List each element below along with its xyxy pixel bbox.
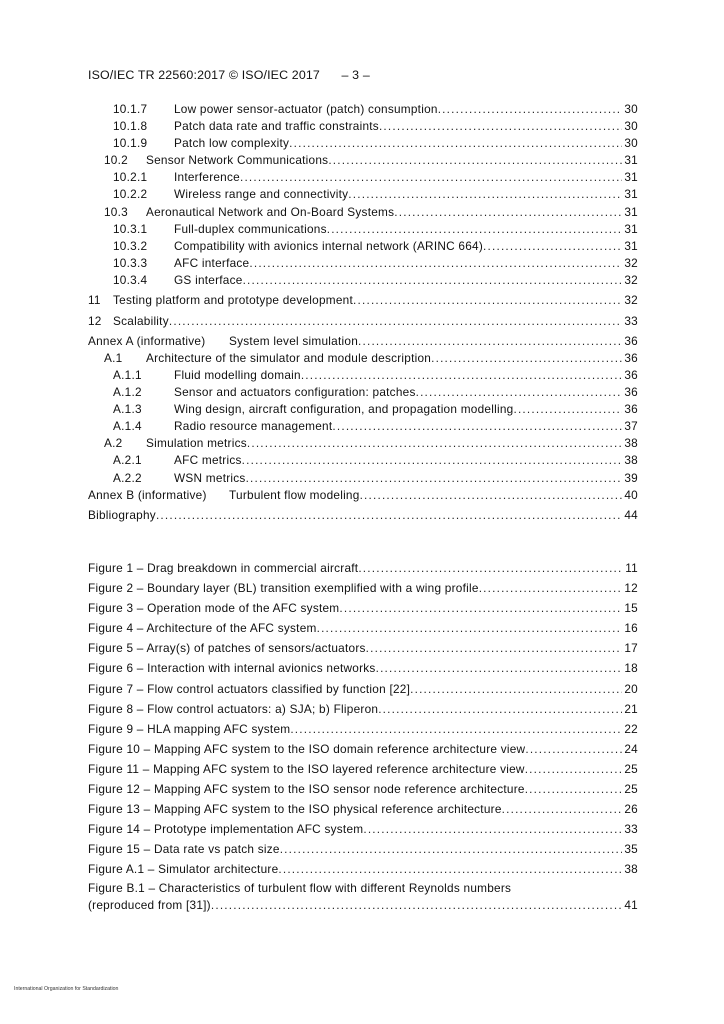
figure-entry[interactable] (88, 699, 638, 719)
leader-dots (483, 238, 622, 255)
toc-entry[interactable] (88, 435, 638, 452)
leader-dots (240, 169, 622, 186)
toc-entry-title: Wing design, aircraft configuration, and propagation modelling (174, 402, 514, 417)
figure-entry-title: Figure 2 – Boundary layer (BL) transition exemplified with a wing profile (88, 581, 479, 596)
toc-entry-page: 38 (624, 453, 638, 468)
toc-entry-page: 30 (624, 136, 638, 151)
figure-entry-title: Figure 11 – Mapping AFC system to the ISO layered reference architecture view (88, 761, 525, 776)
toc-entry[interactable] (88, 255, 638, 272)
toc-entry-page: 38 (624, 436, 638, 451)
toc-entry[interactable] (88, 452, 638, 469)
toc-entry-page: 30 (624, 119, 638, 134)
figure-entry-title: Figure 4 – Architecture of the AFC system (88, 621, 317, 636)
toc-entry-page: 31 (624, 153, 638, 168)
toc-entry-number: A.1.3 (113, 402, 142, 417)
leader-dots (278, 859, 622, 879)
figure-entry-page: 25 (624, 761, 638, 776)
figure-entry-title: Figure B.1 – Characteristics of turbulent flow with different Reynolds numbers (88, 880, 512, 895)
toc-entry-number: 12 (88, 313, 102, 328)
toc-entry-page: 32 (624, 272, 638, 287)
leader-dots (290, 719, 622, 739)
toc-entry-page: 39 (624, 470, 638, 485)
toc-entry-number: 10.3.4 (113, 272, 148, 287)
figure-entry-page: 26 (624, 802, 638, 817)
figure-entry-page: 41 (624, 897, 638, 912)
figure-entry-page: 16 (624, 621, 638, 636)
figure-entry-title: Figure 7 – Flow control actuators classified by function [22] (88, 681, 411, 696)
leader-dots (416, 384, 623, 401)
toc-entry-number: 10.1.8 (113, 119, 148, 134)
leader-dots (242, 452, 623, 469)
toc-entry[interactable] (88, 101, 638, 118)
figure-entry[interactable] (88, 839, 638, 859)
toc-entry-title: Low power sensor-actuator (patch) consumption (174, 102, 438, 116)
toc-entry-title: Patch low complexity (174, 136, 290, 151)
toc-entry-page: 32 (624, 255, 638, 270)
toc-entry-page: 36 (624, 402, 638, 417)
toc-entry-page: 37 (624, 419, 638, 434)
figure-entry[interactable] (88, 859, 638, 879)
toc-entry-page: 36 (624, 350, 638, 365)
figure-entry-page: 11 (625, 561, 638, 575)
page-header (88, 68, 370, 82)
toc-entry[interactable] (88, 333, 638, 350)
toc-entry-number: 10.2 (104, 153, 128, 168)
toc-entry[interactable] (88, 313, 638, 330)
toc-entry-page: 33 (624, 313, 638, 328)
figure-entry-title: Figure 14 – Prototype implementation AFC system (88, 822, 364, 837)
leader-dots (358, 333, 622, 350)
leader-dots (353, 292, 622, 309)
leader-dots (525, 739, 622, 759)
toc-entry-number: Annex A (informative) (88, 333, 206, 348)
toc-entry-number: 10.1.9 (113, 136, 148, 151)
figure-entry-title: Figure 8 – Flow control actuators: a) SJA; b) Fliperon (88, 701, 379, 716)
toc-entry[interactable] (88, 470, 638, 487)
leader-dots (376, 658, 623, 678)
toc-entry-page: 30 (624, 102, 638, 116)
toc-entry[interactable] (88, 350, 638, 367)
toc-entry-title: Full-duplex communications (174, 221, 327, 236)
leader-dots (358, 558, 623, 578)
table-of-contents (88, 101, 638, 524)
figure-entry-title: Figure 1 – Drag breakdown in commercial aircraft (88, 561, 359, 575)
toc-entry-number: A.2 (104, 436, 123, 451)
toc-entry-title: GS interface (174, 272, 243, 287)
figure-entry-title: Figure 3 – Operation mode of the AFC system (88, 601, 340, 616)
toc-entry[interactable] (88, 487, 638, 504)
leader-dots (348, 186, 622, 203)
toc-entry-title: Sensor Network Communications (146, 153, 329, 168)
figure-entry-title: Figure 10 – Mapping AFC system to the ISO domain reference architecture view (88, 741, 526, 756)
figure-entry-title: Figure 6 – Interaction with internal avionics networks (88, 661, 376, 676)
toc-entry-title: Simulation metrics (146, 436, 247, 451)
figure-entry-page: 22 (624, 721, 638, 736)
figure-entry-page: 17 (624, 641, 638, 656)
figure-entry-page: 33 (624, 822, 638, 837)
toc-entry[interactable] (88, 118, 638, 135)
leader-dots (479, 578, 623, 598)
leader-dots (363, 819, 622, 839)
leader-dots (378, 699, 622, 719)
toc-entry-title: Aeronautical Network and On-Board Systems (146, 204, 395, 219)
leader-dots (513, 401, 622, 418)
leader-dots (301, 367, 623, 384)
toc-entry-number: A.2.1 (113, 453, 142, 468)
toc-entry[interactable] (88, 367, 638, 384)
toc-entry-number: A.1.4 (113, 419, 142, 434)
toc-entry-page: 31 (624, 221, 638, 236)
leader-dots (280, 839, 623, 859)
leader-dots (332, 418, 622, 435)
toc-entry-number: 10.3 (104, 204, 128, 219)
toc-entry-page: 31 (624, 238, 638, 253)
leader-dots (169, 313, 623, 330)
toc-entry-title: Wireless range and connectivity (174, 187, 349, 202)
figure-entry[interactable] (88, 759, 638, 779)
figure-entry-title: Figure A.1 – Simulator architecture (88, 862, 279, 877)
toc-entry-title: Radio resource management (174, 419, 333, 434)
leader-dots (246, 470, 623, 487)
toc-entry-title: Fluid modelling domain (174, 367, 301, 382)
figure-entry[interactable] (88, 779, 638, 799)
toc-entry-title: Sensor and actuators configuration: patches (174, 385, 416, 400)
figure-entry-title: Figure 9 – HLA mapping AFC system (88, 721, 291, 736)
toc-entry-number: 10.2.2 (113, 187, 148, 202)
leader-dots (289, 135, 622, 152)
toc-entry-page: 31 (624, 204, 638, 219)
figure-entry[interactable] (88, 679, 638, 699)
figure-entry[interactable] (88, 658, 638, 678)
figure-entry-title: Figure 13 – Mapping AFC system to the ISO physical reference architecture (88, 802, 502, 817)
toc-entry-number: A.2.2 (113, 470, 142, 485)
figure-entry-page: 12 (624, 581, 638, 596)
toc-entry-number: A.1.1 (113, 367, 142, 382)
toc-entry[interactable] (88, 384, 638, 401)
figure-entry[interactable] (88, 618, 638, 638)
figure-entry-page: 38 (624, 862, 638, 877)
figure-entry[interactable] (88, 799, 638, 819)
toc-entry-title: WSN metrics (174, 470, 246, 485)
toc-entry-page: 36 (624, 385, 638, 400)
figure-entry-page: 15 (624, 601, 638, 616)
toc-entry-page: 44 (624, 507, 638, 522)
figure-entry-title-continued: (reproduced from [31]) (88, 897, 211, 912)
toc-entry-title: Bibliography (88, 507, 156, 522)
toc-entry[interactable] (88, 272, 638, 289)
document-designation: ISO/IEC TR 22560:2017 © ISO/IEC 2017 (88, 68, 320, 82)
leader-dots (328, 152, 622, 169)
leader-dots (317, 618, 623, 638)
leader-dots (525, 779, 623, 799)
toc-entry-page: 40 (624, 487, 638, 502)
figure-entry-page: 25 (624, 782, 638, 797)
toc-entry-page: 32 (624, 293, 638, 308)
toc-entry-number: 10.3.1 (113, 221, 148, 236)
toc-entry[interactable] (88, 186, 638, 203)
toc-entry-page: 31 (624, 170, 638, 185)
toc-entry-page: 36 (624, 333, 638, 348)
toc-entry[interactable] (88, 135, 638, 152)
leader-dots (438, 101, 623, 118)
page-number: – 3 – (341, 68, 370, 82)
figure-entry-title: Figure 12 – Mapping AFC system to the ISO sensor node reference architecture (88, 782, 525, 797)
footer-organization: International Organization for Standardization (14, 986, 119, 992)
figure-entry[interactable] (88, 638, 638, 658)
leader-dots (249, 255, 622, 272)
toc-entry[interactable] (88, 152, 638, 169)
toc-entry-number: 10.1.7 (113, 102, 148, 116)
leader-dots (431, 350, 622, 367)
toc-entry[interactable] (88, 401, 638, 418)
toc-entry-number: 10.3.2 (113, 238, 148, 253)
toc-entry-title: Turbulent flow modeling (229, 487, 360, 502)
leader-dots (339, 598, 622, 618)
leader-dots (379, 118, 622, 135)
toc-entry-page: 36 (624, 367, 638, 382)
leader-dots (410, 679, 622, 699)
figure-entry-page: 24 (624, 741, 638, 756)
toc-entry-number: A.1.2 (113, 385, 142, 400)
toc-entry-title: Compatibility with avionics internal network (ARINC 664) (174, 238, 484, 253)
leader-dots (360, 487, 623, 504)
figure-entry-page: 20 (624, 681, 638, 696)
figure-entry-title: Figure 5 – Array(s) of patches of sensors/actuators (88, 641, 366, 656)
toc-entry-page: 31 (624, 187, 638, 202)
toc-entry-title: Patch data rate and traffic constraints (174, 119, 379, 134)
toc-entry-number: A.1 (104, 350, 123, 365)
leader-dots (502, 799, 623, 819)
toc-entry-number: 10.2.1 (113, 170, 148, 185)
toc-entry-title: System level simulation (229, 333, 359, 348)
toc-entry-title: AFC interface (174, 255, 250, 270)
toc-entry-title: AFC metrics (174, 453, 242, 468)
figure-entry[interactable] (88, 558, 638, 578)
toc-entry[interactable] (88, 204, 638, 221)
leader-dots (327, 221, 623, 238)
leader-dots (243, 272, 623, 289)
figure-entry-title: Figure 15 – Data rate vs patch size (88, 842, 280, 857)
toc-entry-title: Interference (174, 170, 240, 185)
toc-entry-number: Annex B (informative) (88, 487, 207, 502)
leader-dots (247, 435, 623, 452)
leader-dots (366, 638, 623, 658)
figure-entry-page: 18 (624, 661, 638, 676)
figure-entry-page: 21 (624, 701, 638, 716)
toc-entry[interactable] (88, 238, 638, 255)
leader-dots (211, 897, 623, 914)
leader-dots (394, 204, 622, 221)
figure-entry[interactable] (88, 739, 638, 759)
toc-entry[interactable] (88, 507, 638, 524)
leader-dots (156, 507, 622, 524)
toc-entry-number: 10.3.3 (113, 255, 148, 270)
leader-dots (525, 759, 623, 779)
toc-entry-number: 11 (88, 293, 101, 308)
figure-entry[interactable] (88, 598, 638, 618)
figure-entry[interactable] (88, 719, 638, 739)
figure-entry[interactable] (88, 578, 638, 598)
toc-entry-title: Testing platform and prototype development (113, 293, 354, 308)
toc-entry-title: Architecture of the simulator and module description (146, 350, 432, 365)
figure-entry-multiline[interactable] (88, 880, 638, 914)
figure-entry-page: 35 (624, 842, 638, 857)
toc-entry[interactable] (88, 221, 638, 238)
toc-entry[interactable] (88, 418, 638, 435)
toc-entry[interactable] (88, 169, 638, 186)
list-of-figures (88, 558, 638, 914)
toc-entry-title: Scalability (113, 313, 169, 328)
figure-entry[interactable] (88, 819, 638, 839)
toc-entry[interactable] (88, 292, 638, 309)
